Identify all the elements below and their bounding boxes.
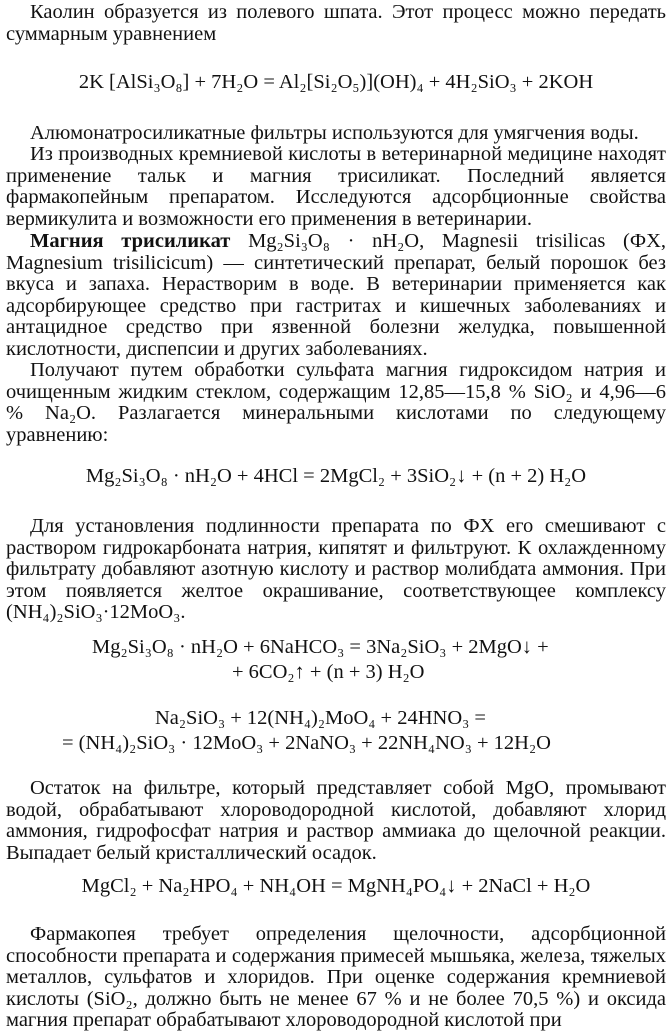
formula-magnesium-trisilicate: Mg₂Si₃O₈ · nH₂O bbox=[248, 230, 420, 252]
paragraph-magnesium-trisilicate bbox=[6, 231, 666, 361]
paragraph-silicic-acid-derivatives: Из производных кремниевой кислоты в ветеринарной медицине находят применение тальк и магния трисиликат. Последний является фармакопейным препаратом. Исследуются адсорбционные свойства вермикулита и возможности его применения в ветеринарии. bbox=[6, 143, 666, 230]
equation-molybdate-line1: Na₂SiO₃ + 12(NH₄)₂MoO₄ + 24HNO₃ = bbox=[155, 707, 486, 729]
paragraph-preparation: Получают путем обработки сульфата магния гидроксидом натрия и очищенным жидким стеклом, содержащим 12,85—15,8 % SiO₂ и 4,96—6 % Na₂O. Разлагается минеральными кислотами по следующему уравнению: bbox=[6, 359, 666, 446]
equation-decomposition: Mg₂Si₃O₈ · nH₂O + 4HCl = 2MgCl₂ + 3SiO₂↓ + (n + 2) H₂O bbox=[85, 465, 587, 487]
equation-kaolin: 2K [AlSi₃O₈] + 7H₂O = Al₂[Si₂O₅)](OH)₄ + 4H₂SiO₃ + 2KOH bbox=[78, 71, 594, 93]
paragraph-residue: Остаток на фильтре, который представляет собой MgO, промывают водой, обрабатывают хлороводородной кислотой, добавляют хлорид аммония, гидрофосфат натрия и раствор аммиака до щелочной реакции. Выпадает белый кристаллический осадок. bbox=[6, 777, 666, 864]
equation-sodium-bicarbonate-line2: + 6CO₂↑ + (n + 3) H₂O bbox=[232, 661, 425, 683]
equation-magnesium-ammonium-phosphate: MgCl₂ + Na₂HPO₄ + NH₄OH = MgNH₄PO₄↓ + 2NaCl + H₂O bbox=[81, 875, 591, 897]
description-magnesium-trisilicate: , Magnesii trisilicas (ФХ, Magnesium trisilicicum) — синтетический препарат, белый порошок без вкуса и запаха. Нерастворим в воде. В ветеринарии применяется как адсорбирующее средство при гастритах и кишечных заболеваниях и антацидное средство при язвенной болезни желудка, повышенной кислотности, диспепсии и других заболеваниях. bbox=[6, 230, 667, 360]
paragraph-identification: Для установления подлинности препарата по ФХ его смешивают с раствором гидрокарбоната натрия, кипятят и фильтруют. К охлажденному фильтрату добавляют азотную кислоту и раствор молибдата аммония. При этом появляется желтое окрашивание, соответствующее комплексу (NH₄)₂SiO₃·12MoO₃. bbox=[6, 515, 666, 624]
equation-sodium-bicarbonate-line1: Mg₂Si₃O₈ · nH₂O + 6NaHCO₃ = 3Na₂SiO₃ + 2MgO↓ + bbox=[92, 636, 549, 658]
paragraph-pharmacopeia: Фармакопея требует определения щелочности, адсорбционной способности препарата и содержания примесей мышьяка, железа, тяжелых металлов, сульфатов и хлоридов. При оценке содержания кремниевой кислоты (SiO₂, должно быть не менее 67 % и не более 70,5 %) и оксида магния препарат обрабатывают хлороводородной кислотой при bbox=[6, 923, 666, 1032]
paragraph-filters: Алюмонатросиликатные фильтры используются для умягчения воды. bbox=[30, 122, 639, 144]
equation-molybdate-line2: = (NH₄)₂SiO₃ · 12MoO₃ + 2NaNO₃ + 22NH₄NO₃ + 12H₂O bbox=[62, 732, 551, 754]
paragraph-kaolin: Каолин образуется из полевого шпата. Этот процесс можно передать суммарным уравнением bbox=[6, 1, 666, 45]
term-magnesium-trisilicate: Магния трисиликат bbox=[30, 230, 231, 252]
